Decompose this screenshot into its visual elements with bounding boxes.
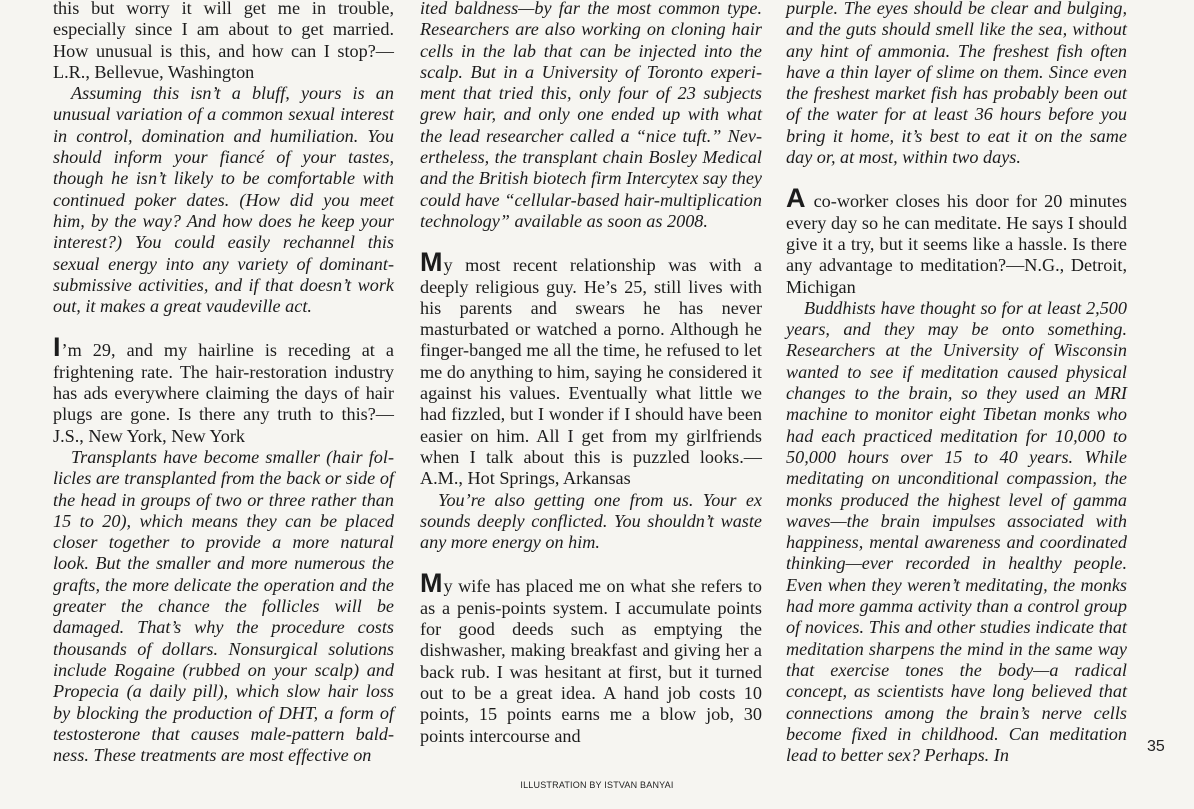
question-block — [420, 568, 762, 746]
drop-cap: I — [53, 332, 61, 363]
question-text: this but worry it will get me in trouble, especially since I am about to get married. How unusual is this, and how can I stop?—L.R., Bellevue, Washington — [53, 0, 394, 82]
column-3 — [786, 0, 1127, 766]
answer-text: Buddhists have thought so for at least 2,500 years, and they may be onto something. Researchers at the University of Wisconsin wanted to see if meditation caused physical changes to the brain, so they used an MRI machine to monitor eight Tibetan monks who had each practiced meditation for 10,000 to 50,000 hours over 15 to 40 years. While meditating on unconditional compassion, the monks produced the highest level of gamma waves—the brain impulses associated with happiness, mental awareness and coordinated thinking—ever recorded in healthy people. Even when they weren’t meditating, the monks had more gamma activity than a control group of novices. This and other studies indicate that meditation sharpens the mind in the same way that exercise tones the body—a radical concept, as scientists have long believed that connections among the brain’s nerve cells become fixed in childhood. Can meditation lead to better sex? Perhaps. In — [786, 297, 1127, 766]
page-number: 35 — [1147, 738, 1165, 755]
illustration-credit: ILLUSTRATION BY ISTVAN BANYAI — [520, 780, 674, 790]
question-text: y most recent relationship was with a deeply religious guy. He’s 25, still lives with his parents and swears he has never masturbated or watched a porno. Although he finger-banged me all the time, he refused to let me do anything to him, saying he considered it against his values. Eventually what little we had fizzled, but I wonder if I should have been easier on him. All I get from my girlfriends when I talk about this is puzzled looks.—A.M., Hot Springs, Arkansas — [420, 255, 762, 489]
question-block — [53, 332, 394, 446]
drop-cap: A — [786, 183, 806, 214]
column-2 — [420, 0, 762, 747]
drop-cap: M — [420, 568, 443, 599]
answer-text: Assuming this isn’t a bluff, yours is an unusual variation of a common sexual interest in control, domination and humiliation. You should inform your fiancé of your tastes, though he isn’t likely to be comfortable with continued poker dates. (How did you meet him, by the way? And how does he keep your interest?) You could easily rechannel this sexual energy into any variety of dominant-submissive activities, and if that doesn’t work out, it makes a great vaudeville act. — [53, 83, 394, 317]
question-text: y wife has placed me on what she refers to as a penis-points system. I accumulate points for good deeds such as emptying the dishwasher, making breakfast and giving her a back rub. I was hesitant at first, but it turned out to be a great idea. A hand job costs 10 points, 15 points earns me a blow job, 30 points intercourse and — [420, 576, 762, 746]
question-block — [420, 247, 762, 489]
question-block — [786, 183, 1127, 297]
drop-cap: M — [420, 247, 443, 278]
answer-text: You’re also getting one from us. Your ex sounds deeply conflicted. You shouldn’t waste any more energy on him. — [420, 489, 762, 553]
column-1 — [53, 0, 394, 766]
question-text: ’m 29, and my hairline is receding at a frightening rate. The hair-restoration industry has ads everywhere claiming the days of hair plugs are gone. Is there any truth to this?—J.S., New York, New York — [53, 340, 394, 446]
question-text: co-worker closes his door for 20 minutes every day so he can meditate. He says I should give it a try, but it seems like a hassle. Is there any advantage to meditation?—N.G., Detroit, Michigan — [786, 191, 1127, 297]
answer-text: Transplants have become smaller (hair follicles are transplanted from the back or side of the head in groups of two or three rather than 15 to 20), which means they can be placed closer together to provide a more natural look. But the smaller and more numerous the grafts, the more delicate the operation and the greater the chance the follicles will be damaged. That’s why the procedure costs thousands of dollars. Nonsurgical solutions include Rogaine (rubbed on your scalp) and Propecia (a daily pill), which slow hair loss by blocking the production of DHT, a form of testosterone that causes male-pattern baldness. These treatments are most effective on — [53, 446, 394, 766]
answer-text: ited baldness—by far the most common type. Researchers are also working on cloning hair cells in the lab that can be injected into the scalp. But in a University of Toronto experiment that tried this, only four of 23 subjects grew hair, and only one ended up with what the lead researcher called a “nice tuft.” Nevertheless, the transplant chain Bosley Medical and the British biotech firm Intercytex say they could have “cellular-based hair-multiplication technology” available as soon as 2008. — [420, 0, 762, 231]
answer-text: purple. The eyes should be clear and bulging, and the guts should smell like the sea, without any hint of ammonia. The freshest fish often have a thin layer of slime on them. Since even the freshest market fish has probably been out of the water for at least 36 hours before you bring it home, it’s best to eat it on the same day or, at most, within two days. — [786, 0, 1127, 168]
